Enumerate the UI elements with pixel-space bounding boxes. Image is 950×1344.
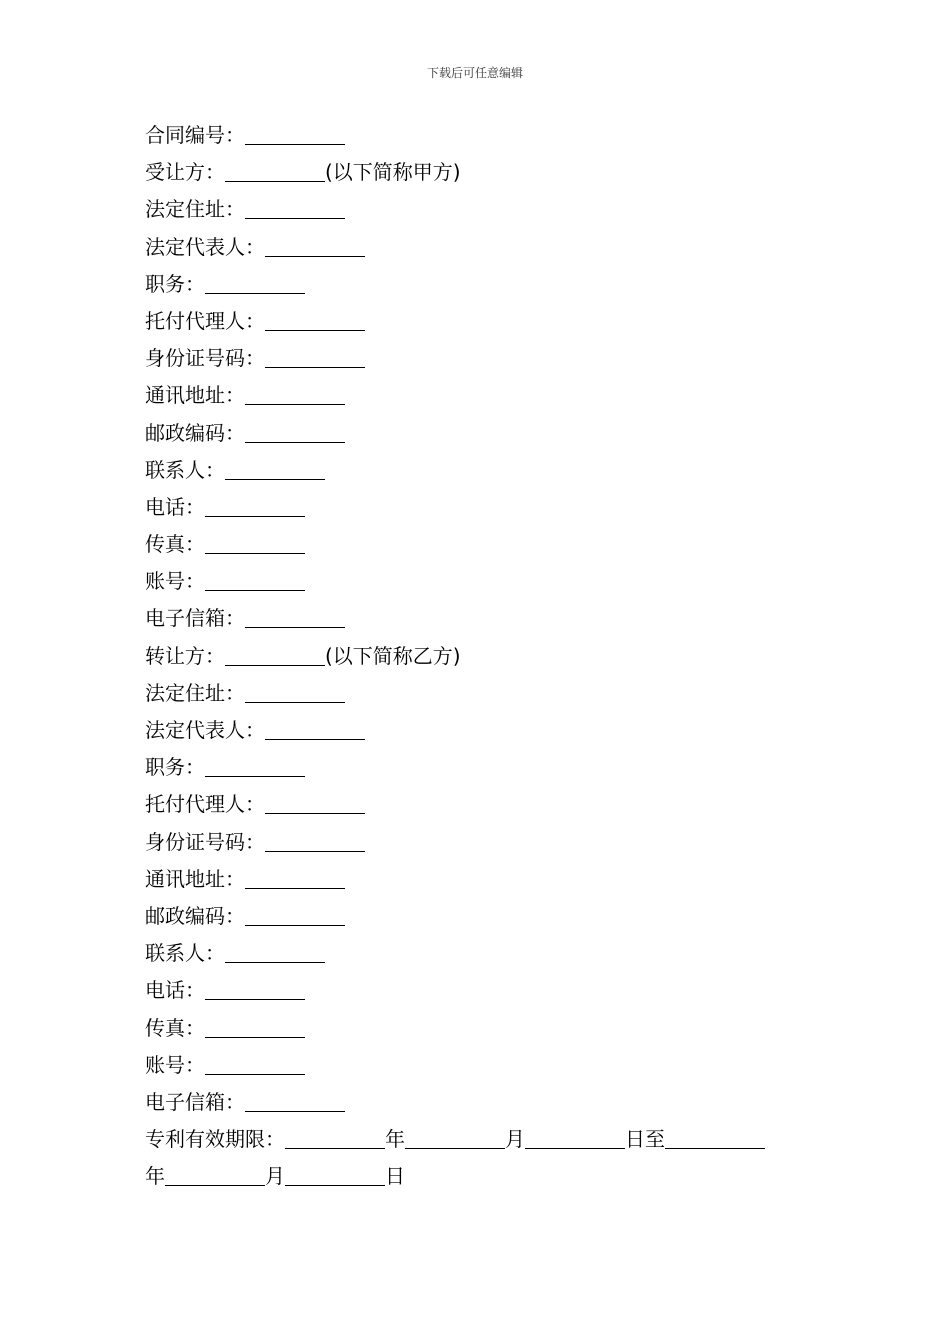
fill-in-blank[interactable] <box>205 492 305 517</box>
fill-in-blank[interactable] <box>225 938 325 963</box>
fill-in-blank[interactable] <box>205 529 305 554</box>
form-line <box>145 526 825 563</box>
fill-in-blank[interactable] <box>245 194 345 219</box>
form-line <box>145 303 825 340</box>
fill-in-blank[interactable] <box>245 120 345 145</box>
form-line <box>145 563 825 600</box>
form-label: 转让方： <box>145 643 225 668</box>
fill-in-blank[interactable] <box>285 1124 385 1149</box>
form-label: 通讯地址： <box>145 866 245 891</box>
fill-in-blank[interactable] <box>265 715 365 740</box>
form-label: 职务： <box>145 271 205 296</box>
form-line <box>145 600 825 637</box>
form-line <box>145 489 825 526</box>
form-label: 托付代理人： <box>145 308 265 333</box>
fill-in-blank[interactable] <box>245 678 345 703</box>
form-label: 联系人： <box>145 457 225 482</box>
form-label: 电子信箱： <box>145 606 245 631</box>
form-label: 传真： <box>145 532 205 557</box>
form-label: 邮政编码： <box>145 903 245 928</box>
form-label: 身份证号码： <box>145 829 265 854</box>
form-label: 法定代表人： <box>145 234 265 259</box>
fill-in-blank[interactable] <box>285 1161 385 1186</box>
form-line <box>145 972 825 1009</box>
form-label: 法定住址： <box>145 680 245 705</box>
form-label: 账号： <box>145 1052 205 1077</box>
form-line <box>145 377 825 414</box>
form-label: 传真： <box>145 1015 205 1040</box>
form-line <box>145 191 825 228</box>
form-line <box>145 266 825 303</box>
form-line <box>145 1010 825 1047</box>
fill-in-blank[interactable] <box>225 157 325 182</box>
form-label: 职务： <box>145 755 205 780</box>
fill-in-blank[interactable] <box>265 789 365 814</box>
form-label: 通讯地址： <box>145 383 245 408</box>
form-line <box>145 1121 825 1158</box>
fill-in-blank[interactable] <box>245 1087 345 1112</box>
form-line <box>145 229 825 266</box>
form-line <box>145 340 825 377</box>
page-header: 下载后可任意编辑 <box>426 66 523 80</box>
form-label: 身份证号码： <box>145 346 265 371</box>
fill-in-blank[interactable] <box>205 1050 305 1075</box>
fill-in-blank[interactable] <box>245 418 345 443</box>
fill-in-blank[interactable] <box>225 641 325 666</box>
form-label: 日至 <box>625 1127 665 1152</box>
form-label: (以下简称乙方) <box>325 643 461 668</box>
fill-in-blank[interactable] <box>205 975 305 1000</box>
form-line <box>145 898 825 935</box>
fill-in-blank[interactable] <box>225 455 325 480</box>
form-line <box>145 786 825 823</box>
form-line <box>145 1084 825 1121</box>
form-label: 电话： <box>145 978 205 1003</box>
form-label: 月 <box>265 1164 285 1189</box>
form-line <box>145 415 825 452</box>
fill-in-blank[interactable] <box>405 1124 505 1149</box>
fill-in-blank[interactable] <box>205 1013 305 1038</box>
fill-in-blank[interactable] <box>665 1124 765 1149</box>
form-line <box>145 935 825 972</box>
form-label: 联系人： <box>145 941 225 966</box>
form-line <box>145 117 825 154</box>
form-label: 年 <box>385 1127 405 1152</box>
form-line <box>145 712 825 749</box>
form-label: 年 <box>145 1164 165 1189</box>
fill-in-blank[interactable] <box>245 603 345 628</box>
contract-body <box>145 117 825 1195</box>
fill-in-blank[interactable] <box>265 306 365 331</box>
fill-in-blank[interactable] <box>165 1161 265 1186</box>
form-line <box>145 824 825 861</box>
form-line <box>145 154 825 191</box>
form-label: 账号： <box>145 569 205 594</box>
form-line <box>145 1047 825 1084</box>
form-label: 邮政编码： <box>145 420 245 445</box>
fill-in-blank[interactable] <box>265 827 365 852</box>
form-label: 日 <box>385 1164 405 1189</box>
form-line <box>145 675 825 712</box>
fill-in-blank[interactable] <box>245 380 345 405</box>
form-label: 法定代表人： <box>145 718 265 742</box>
form-line <box>145 638 825 675</box>
fill-in-blank[interactable] <box>525 1124 625 1149</box>
form-label: (以下简称甲方) <box>325 160 461 185</box>
form-line <box>145 452 825 489</box>
fill-in-blank[interactable] <box>265 343 365 368</box>
fill-in-blank[interactable] <box>245 901 345 926</box>
form-label: 法定住址： <box>145 197 245 222</box>
form-label: 电子信箱： <box>145 1089 245 1114</box>
form-label: 受让方： <box>145 160 225 185</box>
form-line <box>145 749 825 786</box>
form-label: 托付代理人： <box>145 792 265 817</box>
fill-in-blank[interactable] <box>265 232 365 257</box>
fill-in-blank[interactable] <box>205 752 305 777</box>
form-label: 月 <box>505 1127 525 1152</box>
fill-in-blank[interactable] <box>205 566 305 591</box>
form-line <box>145 861 825 898</box>
fill-in-blank[interactable] <box>205 269 305 294</box>
form-label: 专利有效期限： <box>145 1127 285 1152</box>
fill-in-blank[interactable] <box>245 864 345 889</box>
form-label: 合同编号： <box>145 123 245 147</box>
form-line <box>145 1158 825 1195</box>
form-label: 电话： <box>145 494 205 519</box>
